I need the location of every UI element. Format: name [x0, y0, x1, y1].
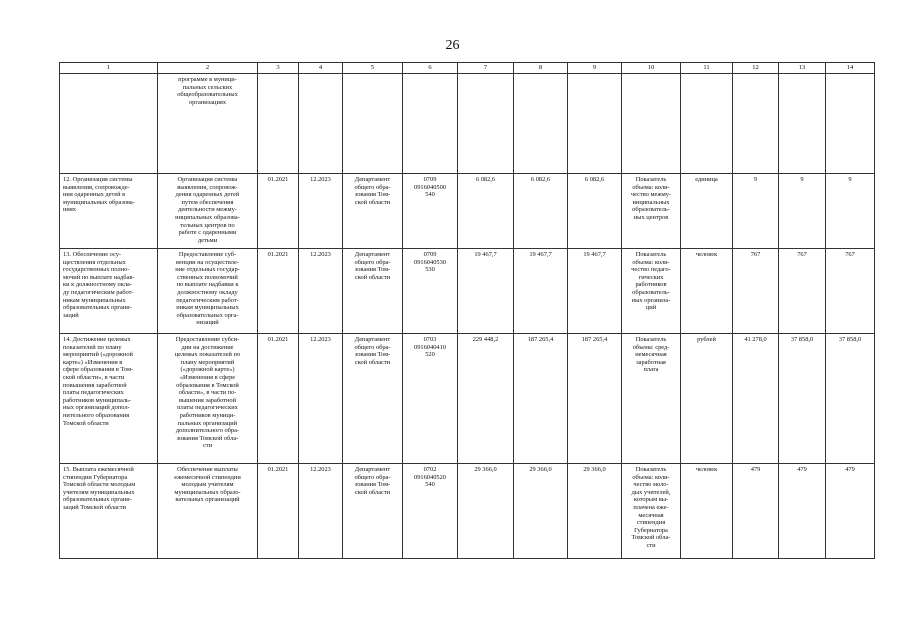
indicator-value-cell: 9	[826, 174, 875, 249]
column-number: 9	[568, 63, 622, 74]
column-number: 14	[826, 63, 875, 74]
column-number: 3	[258, 63, 299, 74]
funding-cell	[568, 74, 622, 174]
executor-cell: Департамент общего обра- зования Том- ской области	[343, 174, 403, 249]
budget-code-cell: 0702 0916040520 540	[403, 464, 458, 559]
executor-cell: Департамент общего обра- зования Том- ской области	[343, 464, 403, 559]
indicator-value-cell: 41 278,0	[733, 334, 779, 464]
end-date-cell: 12.2023	[299, 464, 343, 559]
end-date-cell: 12.2023	[299, 174, 343, 249]
table-row	[60, 174, 875, 249]
start-date-cell: 01.2021	[258, 464, 299, 559]
end-date-cell: 12.2023	[299, 334, 343, 464]
executor-cell: Департамент общего обра- зования Том- ской области	[343, 334, 403, 464]
funding-cell	[514, 74, 568, 174]
table-row	[60, 464, 875, 559]
indicator-value-cell: 767	[779, 249, 826, 334]
measure-description-cell: Предоставление субси- дии на достижение целевых показателей по плану мероприятий («дорожной карте») «Изменения в сфере образования в Томской области», в части по- вышения заработной платы педагогических работников муници- пальных организаций дополнительного обра- зования Томской обла- сти	[158, 334, 258, 464]
budget-code-cell: 0709 0916040500 540	[403, 174, 458, 249]
funding-cell	[458, 74, 514, 174]
column-number: 10	[622, 63, 681, 74]
measure-name-cell: 15. Выплата ежемесячной стипендии Губернатора Томской области молодым учителям муниципальных образовательных органи- заций Томской области	[60, 464, 158, 559]
measure-description-cell: программе в муници- пальных сельских общеобразовательных организациях	[158, 74, 258, 174]
funding-cell: 6 082,6	[458, 174, 514, 249]
column-number: 12	[733, 63, 779, 74]
end-date-cell: 12.2023	[299, 249, 343, 334]
funding-cell: 19 467,7	[514, 249, 568, 334]
indicator-value-cell	[826, 74, 875, 174]
start-date-cell: 01.2021	[258, 334, 299, 464]
indicator-cell: Показатель объема: коли- чество моло- дых учителей, которым вы- плачена еже- месячная стипендия Губернатора Томской обла- сти	[622, 464, 681, 559]
indicator-value-cell	[779, 74, 826, 174]
budget-code-cell: 0703 0916040410 520	[403, 334, 458, 464]
column-number: 4	[299, 63, 343, 74]
funding-cell: 229 448,2	[458, 334, 514, 464]
executor-cell: Департамент общего обра- зования Том- ской области	[343, 249, 403, 334]
funding-cell: 19 467,7	[568, 249, 622, 334]
column-number-row	[60, 63, 875, 74]
unit-cell: человек	[681, 249, 733, 334]
measure-name-cell: 12. Организация системы выявления, сопровожде- ния одаренных детей в муниципальных образова- ниях	[60, 174, 158, 249]
measure-name-cell	[60, 74, 158, 174]
start-date-cell	[258, 74, 299, 174]
table-row	[60, 74, 875, 174]
start-date-cell: 01.2021	[258, 249, 299, 334]
funding-cell: 19 467,7	[458, 249, 514, 334]
measure-description-cell: Обеспечение выплаты ежемесячной стипендии молодым учителям муниципальных образо- вательных организаций	[158, 464, 258, 559]
indicator-cell: Показатель объема: сред- немесячная заработная плата	[622, 334, 681, 464]
unit-cell	[681, 74, 733, 174]
indicator-value-cell: 9	[733, 174, 779, 249]
funding-cell: 187 265,4	[568, 334, 622, 464]
column-number: 11	[681, 63, 733, 74]
measure-name-cell: 13. Обеспечение осу- ществления отдельных государственных полно- мочий по выплате надбав- ки к должностному окла- ду педагогическим работ- никам муниципальных образовательных органи- заций	[60, 249, 158, 334]
page-number: 26	[445, 38, 460, 53]
column-number: 13	[779, 63, 826, 74]
funding-cell: 6 082,6	[568, 174, 622, 249]
column-number: 8	[514, 63, 568, 74]
end-date-cell	[299, 74, 343, 174]
indicator-cell: Показатель объема: коли- чество педаго- гических работников образователь- ных организа- ций	[622, 249, 681, 334]
executor-cell	[343, 74, 403, 174]
column-number: 6	[403, 63, 458, 74]
program-measures-table	[59, 62, 875, 559]
indicator-cell	[622, 74, 681, 174]
indicator-value-cell: 767	[826, 249, 875, 334]
indicator-value-cell	[733, 74, 779, 174]
indicator-value-cell: 479	[826, 464, 875, 559]
table-row	[60, 334, 875, 464]
indicator-value-cell: 37 858,0	[779, 334, 826, 464]
measure-description-cell: Организация системы выявления, сопровож- дения одаренных детей путем обеспечения деятельности межму- ниципальных образова- тельных центров по работе с одаренными детьми	[158, 174, 258, 249]
funding-cell: 29 366,0	[568, 464, 622, 559]
table-row	[60, 249, 875, 334]
funding-cell: 29 366,0	[458, 464, 514, 559]
funding-cell: 187 265,4	[514, 334, 568, 464]
measure-name-cell: 14. Достижение целевых показателей по плану мероприятий («дорожной карте») «Изменения в сфере образования в Том- ской области», в части повышения заработной платы педагогических работников муниципаль- ных организаций допол- нительного образования Томской области	[60, 334, 158, 464]
indicator-value-cell: 767	[733, 249, 779, 334]
unit-cell: человек	[681, 464, 733, 559]
column-number: 2	[158, 63, 258, 74]
budget-code-cell: 0709 0916040530 530	[403, 249, 458, 334]
indicator-value-cell: 9	[779, 174, 826, 249]
funding-cell: 29 366,0	[514, 464, 568, 559]
funding-cell: 6 082,6	[514, 174, 568, 249]
column-number: 5	[343, 63, 403, 74]
column-number: 1	[60, 63, 158, 74]
indicator-value-cell: 479	[733, 464, 779, 559]
measure-description-cell: Предоставление суб- венции на осуществле- ние отдельных государ- ственных полномочий по выплате надбавки к должностному окладу педагогическим работ- никам муниципальных образовательных орга- низаций	[158, 249, 258, 334]
indicator-value-cell: 37 858,0	[826, 334, 875, 464]
column-number: 7	[458, 63, 514, 74]
unit-cell: рублей	[681, 334, 733, 464]
start-date-cell: 01.2021	[258, 174, 299, 249]
indicator-cell: Показатель объема: коли- чество межму- ниципальных образователь- ных центров	[622, 174, 681, 249]
unit-cell: единица	[681, 174, 733, 249]
budget-code-cell	[403, 74, 458, 174]
indicator-value-cell: 479	[779, 464, 826, 559]
